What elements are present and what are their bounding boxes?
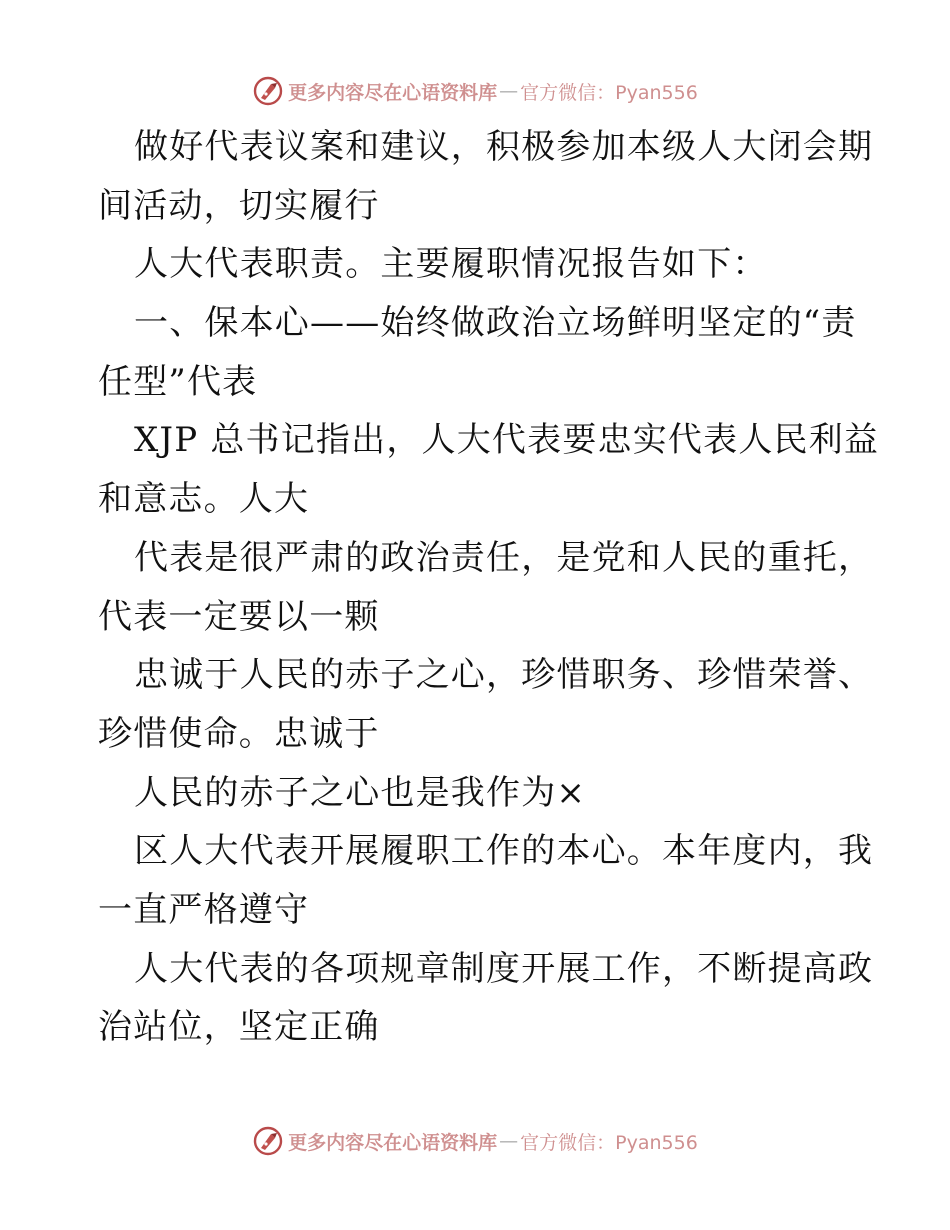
text-line: 人大代表的各项规章制度开展工作，不断提高政 — [134, 948, 874, 989]
text-line: 代表是很严肃的政治责任，是党和人民的重托， — [134, 537, 874, 578]
watermark-separator: — — [499, 1130, 519, 1152]
text-line: 区人大代表开展履职工作的本心。本年度内，我 — [134, 831, 874, 872]
pen-nib-logo-icon — [252, 75, 284, 107]
text-line: 和意志。人大 — [98, 479, 310, 520]
text-line: 间活动，切实履行 — [98, 185, 380, 226]
watermark-site-text: 更多内容尽在心语资料库 — [288, 1131, 498, 1154]
document-body — [98, 118, 880, 1057]
text-line: 做好代表议案和建议，积极参加本级人大闭会期 — [134, 127, 874, 167]
section-heading-line: 任型”代表 — [98, 361, 258, 402]
text-line: 人民的赤子之心也是我作为× — [134, 772, 587, 813]
text-line: XJP 总书记指出，人大代表要忠实代表人民利益 — [134, 420, 880, 461]
text-line: 珍惜使命。忠诚于 — [98, 713, 380, 754]
header-watermark — [0, 71, 950, 111]
text-line: 人大代表职责。主要履职情况报告如下： — [134, 244, 768, 285]
watermark-separator: — — [499, 80, 519, 102]
text-line: 一直严格遵守 — [98, 889, 310, 930]
watermark-site-text: 更多内容尽在心语资料库 — [288, 81, 498, 104]
pen-nib-logo-icon — [252, 1125, 284, 1157]
text-line: 代表一定要以一颗 — [98, 596, 380, 637]
text-line: 忠诚于人民的赤子之心，珍惜职务、珍惜荣誉、 — [134, 655, 874, 696]
text-line: 治站位，坚定正确 — [98, 1007, 380, 1048]
watermark-contact-text: 官方微信：Pyan556 — [520, 81, 698, 104]
section-heading-line: 一、保本心——始终做政治立场鲜明坚定的“责 — [134, 303, 857, 344]
watermark-contact-text: 官方微信：Pyan556 — [520, 1131, 698, 1154]
footer-watermark — [0, 1121, 950, 1161]
